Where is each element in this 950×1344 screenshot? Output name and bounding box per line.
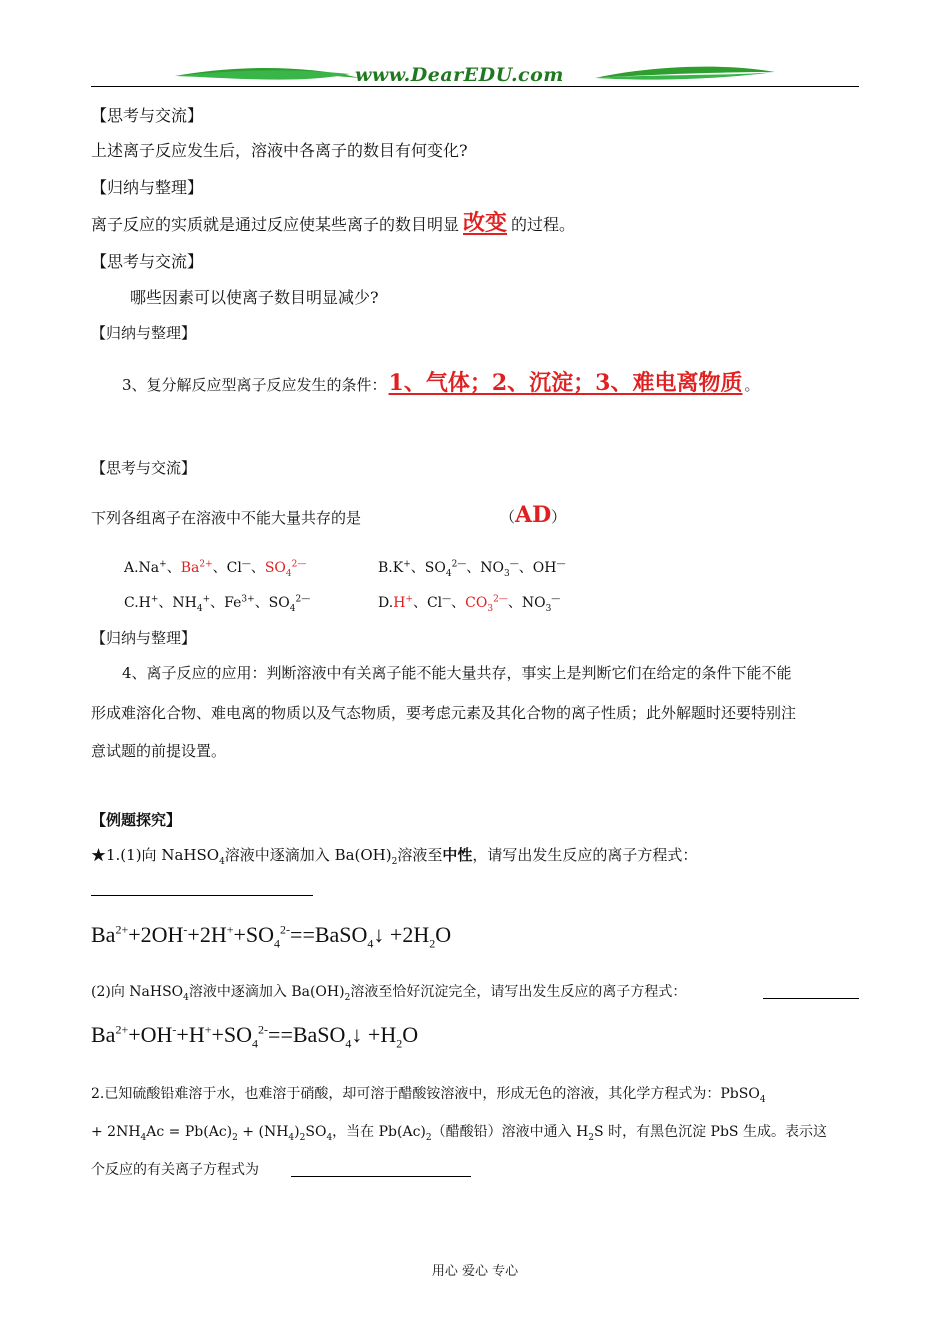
q1-part-c: 溶液至 <box>397 846 443 864</box>
optA-so4: SO <box>264 560 286 576</box>
s3-heading: 【思考与交流】 <box>91 252 204 271</box>
optC-nh4: 、NH <box>158 595 197 611</box>
eq1-s2: - <box>183 922 188 937</box>
eq2-a: Ba <box>91 1022 116 1047</box>
eq2-b: +OH <box>128 1022 173 1047</box>
eq1-b: +2OH <box>128 922 184 947</box>
q2-part-c: 溶液至恰好沉淀完全，请写出发生反应的离子方程式： <box>350 984 687 1000</box>
q3-l2-f: ，当在 Pb(Ac) <box>332 1124 426 1140</box>
s7-q3-line3: 个反应的有关离子方程式为 <box>91 1162 259 1178</box>
equation-2 <box>91 1022 418 1051</box>
optB-no3-sub: 3 <box>504 568 510 579</box>
s7-q3-line1 <box>91 1083 766 1105</box>
q1-sub2: 2 <box>391 857 398 867</box>
q3-answer-blank[interactable] <box>291 1176 471 1177</box>
eq1-n4: 4 <box>274 936 281 951</box>
header-rule <box>91 86 859 87</box>
s6-line2: 形成难溶化合物、难电离的物质以及气态物质，要考虑元素及其化合物的离子性质；此外解题时还要特别注 <box>91 704 797 722</box>
optC-so4-sub: 4 <box>289 603 296 614</box>
q3-l2-n2: 2 <box>232 1132 238 1143</box>
q1-part-d: ，请写出发生反应的离子方程式： <box>472 846 698 864</box>
q3-l1-text: 2.已知硫酸铅难溶于水，也难溶于硝酸，却可溶于醋酸铵溶液中，形成无色的溶液，其化学方程式为：PbSO <box>91 1086 760 1102</box>
optD-no3: 、NO <box>507 595 546 611</box>
q3-l2-n7: 2 <box>588 1132 595 1143</box>
optD-no3-charge: — <box>551 594 561 605</box>
optD-no3-sub: 3 <box>545 603 552 614</box>
option-d <box>378 592 560 614</box>
option-c <box>124 592 310 614</box>
optD-sep3: 、 <box>451 595 466 611</box>
s2-line <box>91 206 575 237</box>
q3-l2-h: S 时，有黑色沉淀 PbS 生成。表示这 <box>594 1124 827 1140</box>
s4-answer: 1、气体；2、沉淀；3、难电离物质 <box>388 370 743 396</box>
optD-cl: 、Cl <box>412 595 443 611</box>
eq1-s3: + <box>226 922 234 937</box>
s2-text-before: 离子反应的实质就是通过反应使某些离子的数目明显 <box>91 215 460 234</box>
s5-question: 下列各组离子在溶液中不能大量共存的是 <box>91 509 362 527</box>
s4-text-before: 3、复分解反应型离子反应发生的条件： <box>122 376 387 394</box>
s2-heading: 【归纳与整理】 <box>91 178 204 197</box>
q2-answer-blank[interactable] <box>763 998 859 999</box>
optA-so4-charge: 2— <box>291 559 307 570</box>
q1-bold: 中性 <box>442 846 473 864</box>
s5-heading: 【思考与交流】 <box>91 459 197 477</box>
q3-l2-n4: 2 <box>299 1132 306 1143</box>
q2-sub2: 2 <box>344 992 351 1003</box>
optC-fe: 、Fe <box>210 595 242 611</box>
s6-line1: 4、离子反应的应用：判断溶液中有关离子能不能大量共存，事实上是判断它们在给定的条件下能不能 <box>122 664 792 682</box>
q2-part-b: 溶液中逐滴加入 Ba(OH) <box>188 984 345 1000</box>
optC-so4: 、SO <box>254 595 290 611</box>
q3-l2-d: ) <box>294 1124 300 1140</box>
eq1-e: ==BaSO <box>290 922 368 947</box>
eq1-f: ↓ +2H <box>373 922 430 947</box>
q3-l2-b: Ac = Pb(Ac) <box>146 1124 233 1140</box>
optC-h: C.H <box>124 595 151 611</box>
q3-l2-n5: 4 <box>326 1132 333 1143</box>
eq2-n6: 2 <box>396 1036 403 1051</box>
q3-l2-n6: 2 <box>425 1132 432 1143</box>
equation-1 <box>91 922 451 951</box>
s4-text-after: 。 <box>744 376 760 394</box>
optA-sep1: 、 <box>166 560 181 576</box>
optC-nh4-sub: 4 <box>196 603 203 614</box>
eq1-g: O <box>435 922 452 947</box>
optC-fe-charge: 3+ <box>241 594 255 605</box>
optB-no3-charge: — <box>509 559 519 570</box>
optA-cl: 、Cl <box>212 560 242 576</box>
header-logo-text: www.DearEDU.com <box>355 64 564 86</box>
optC-h-charge: + <box>150 594 159 605</box>
eq2-n5: 4 <box>345 1036 352 1051</box>
s2-answer: 改变 <box>463 210 508 236</box>
eq2-s2: - <box>172 1022 177 1037</box>
optD-co3-charge: 2— <box>493 594 508 605</box>
eq2-d: +SO <box>211 1022 253 1047</box>
optD-label: D. <box>378 595 394 611</box>
eq2-s4: 2- <box>258 1022 269 1037</box>
eq2-c: +H <box>176 1022 205 1047</box>
q3-l2-c: + (NH <box>237 1124 289 1140</box>
eq2-e: ==BaSO <box>268 1022 346 1047</box>
optA-sep3: 、 <box>250 560 265 576</box>
s4-line <box>122 366 760 397</box>
optA-ba-charge: 2+ <box>199 559 213 570</box>
optA-so4-sub: 4 <box>285 568 292 579</box>
optA-ba: Ba <box>180 560 200 576</box>
q3-l2-n1: 4 <box>140 1132 147 1143</box>
optB-so4-charge: 2— <box>451 559 467 570</box>
s1-text: 上述离子反应发生后，溶液中各离子的数目有何变化? <box>91 141 468 160</box>
q1-part-b: 溶液中逐滴加入 Ba(OH) <box>224 846 392 864</box>
optB-oh: 、OH <box>518 560 557 576</box>
s2-text-after: 的过程。 <box>511 215 576 234</box>
q1-answer-blank[interactable] <box>91 895 313 896</box>
eq1-c: +2H <box>187 922 227 947</box>
s6-heading: 【归纳与整理】 <box>91 629 197 647</box>
s6-line3: 意试题的前提设置。 <box>91 742 227 760</box>
eq2-n4: 4 <box>252 1036 259 1051</box>
optC-nh4-charge: + <box>202 594 211 605</box>
optC-so4-charge: 2— <box>295 594 311 605</box>
s4-heading: 【归纳与整理】 <box>91 324 197 342</box>
eq2-s1: 2+ <box>115 1022 129 1037</box>
q2-part-a: (2)向 NaHSO <box>91 984 184 1000</box>
eq1-n5: 4 <box>367 936 374 951</box>
q3-l2-n3: 4 <box>288 1132 295 1143</box>
s1-heading: 【思考与交流】 <box>91 106 204 125</box>
q1-part-a: ★1.(1)向 NaHSO <box>91 846 220 864</box>
optB-so4: 、SO <box>410 560 446 576</box>
eq1-d: +SO <box>233 922 275 947</box>
q3-l1-sub: 4 <box>759 1094 766 1105</box>
s5-paren-open: （ <box>500 508 516 526</box>
q1-sub1: 4 <box>219 857 225 867</box>
option-b <box>378 557 565 579</box>
eq2-s3: + <box>204 1022 212 1037</box>
option-a <box>124 557 306 579</box>
q3-l2-g: （醋酸铅）溶液中通入 H <box>431 1124 589 1140</box>
eq1-s1: 2+ <box>115 922 129 937</box>
optA-na-charge: + <box>159 559 167 570</box>
optB-k-charge: + <box>403 559 411 570</box>
page-footer: 用心 爱心 专心 <box>431 1264 519 1279</box>
eq2-f: ↓ +H <box>351 1022 397 1047</box>
s3-text: 哪些因素可以使离子数目明显减少? <box>130 288 379 307</box>
optD-h: H <box>393 595 406 611</box>
optD-co3-sub: 3 <box>487 603 494 614</box>
optD-cl-charge: — <box>442 594 452 605</box>
s5-answer-group <box>500 502 566 528</box>
q3-l2-e: SO <box>305 1124 327 1140</box>
optD-co3: CO <box>465 595 488 611</box>
s7-q1 <box>91 844 697 867</box>
s7-q2 <box>91 981 686 1003</box>
q3-l2-a: + 2NH <box>91 1124 141 1140</box>
optA-cl-charge: — <box>241 559 251 570</box>
s7-q3-line2 <box>91 1121 827 1143</box>
eq1-n6: 2 <box>429 936 436 951</box>
s7-heading: 【例题探究】 <box>91 811 182 829</box>
s5-paren-close: ） <box>551 508 567 526</box>
eq2-g: O <box>402 1022 419 1047</box>
optB-oh-charge: — <box>556 559 566 570</box>
optB-no3: 、NO <box>466 560 505 576</box>
optA-na: A.Na <box>124 560 160 576</box>
optB-so4-sub: 4 <box>445 568 452 579</box>
q2-sub1: 4 <box>183 992 189 1003</box>
eq1-s4: 2- <box>280 922 291 937</box>
eq1-a: Ba <box>91 922 116 947</box>
optD-h-charge: + <box>405 594 413 605</box>
s5-answer: AD <box>515 502 552 528</box>
optB-k: B.K <box>378 560 404 576</box>
